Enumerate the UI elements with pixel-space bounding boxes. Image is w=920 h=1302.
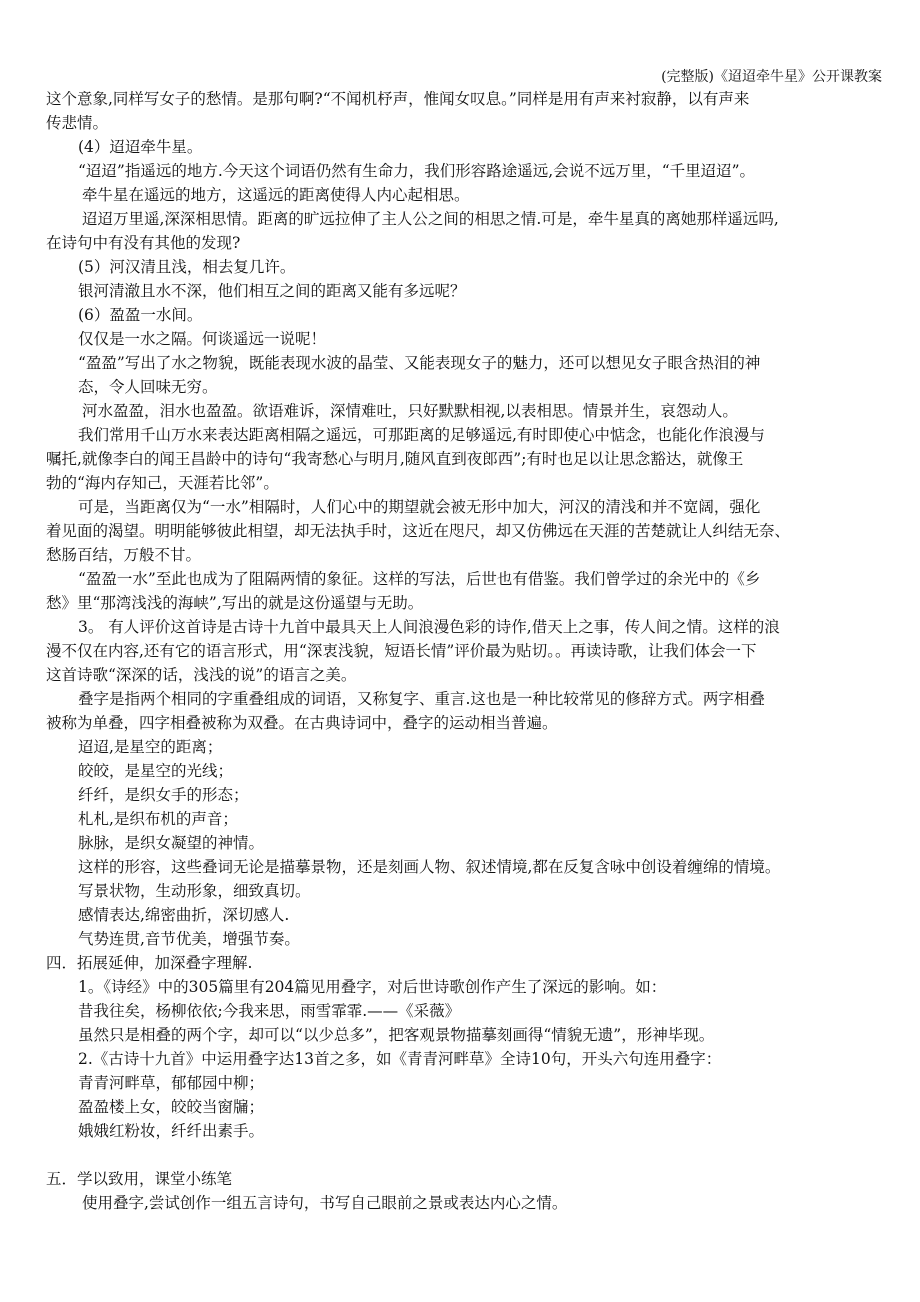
text-line: 写景状物，生动形象，细致真切。 — [78, 882, 311, 900]
text-line: 愁》里“那湾浅浅的海峡”,写出的就是这份遥望与无助。 — [46, 594, 424, 612]
text-line: 愁肠百结，万般不甘。 — [46, 546, 202, 564]
text-line: 漫不仅在内容,还有它的语言形式，用“深衷浅貌，短语长情”评价最为贴切。。再读诗歌，让我们体会一下 — [46, 642, 757, 660]
text-line: 叠字是指两个相同的字重叠组成的词语，又称复字、重言.这也是一种比较常见的修辞方式。两字相叠 — [78, 690, 765, 708]
text-line: 青青河畔草，郁郁园中柳； — [78, 1074, 265, 1092]
text-line: 娥娥红粉妆，纤纤出素手。 — [78, 1122, 265, 1140]
text-line: 仅仅是一水之隔。何谈遥远一说呢！ — [78, 330, 327, 348]
text-line: 嘱托,就像李白的闻王昌龄中的诗句“我寄愁心与明月,随风直到夜郎西”;有时也足以让思念豁达，就像王 — [46, 450, 744, 468]
text-line: “迢迢”指遥远的地方.今天这个词语仍然有生命力，我们形容路途遥远,会说不远万里，“千里迢迢”。 — [78, 162, 756, 180]
text-line: 3。 有人评价这首诗是古诗十九首中最具天上人间浪漫色彩的诗作,借天上之事，传人间之情。这样的浪 — [78, 618, 780, 636]
text-line: 札札,是织布机的声音； — [78, 810, 238, 828]
text-line: 银河清澈且水不深，他们相互之间的距离又能有多远呢？ — [78, 282, 466, 300]
text-line: (5）河汉清且浅，相去复几许。 — [78, 258, 296, 276]
text-line: (4）迢迢牵牛星。 — [78, 138, 203, 156]
text-line: “盈盈一水”至此也成为了阻隔两情的象征。这样的写法，后世也有借鉴。我们曾学过的余光中的《乡 — [78, 570, 761, 588]
text-line: 四．拓展延伸，加深叠字理解. — [46, 954, 253, 972]
text-line: 皎皎，是星空的光线； — [78, 762, 234, 780]
text-line: 迢迢万里遥,深深相思情。距离的旷远拉伸了主人公之间的相思之情.可是，牵牛星真的离她那样遥远吗, — [82, 210, 779, 228]
text-line: 在诗句中有没有其他的发现? — [46, 234, 241, 252]
text-line: 这个意象,同样写女子的愁情。是那句啊?“不闻机杼声，惟闻女叹息。”同样是用有声来衬寂静，以有声来 — [46, 90, 750, 108]
text-line — [46, 1143, 878, 1167]
document-body — [46, 87, 878, 1215]
text-line: 这样的形容，这些叠词无论是描摹景物，还是刻画人物、叙述情境,都在反复含咏中创设着缠绵的情境。 — [78, 858, 781, 876]
text-line: 河水盈盈，泪水也盈盈。欲语难诉，深情难吐，只好默默相视,以表相思。情景并生，哀怨动人。 — [82, 402, 738, 420]
text-line: 2.《古诗十九首》中运用叠字达13首之多，如《青青河畔草》全诗10句，开头六句连用叠字： — [78, 1050, 722, 1068]
text-line: 着见面的渴望。明明能够彼此相望，却无法执手时，这近在咫尺，却又仿佛远在天涯的苦楚就让人纠结无奈、 — [46, 522, 791, 540]
text-line: 被称为单叠，四字相叠被称为双叠。在古典诗词中，叠字的运动相当普遍。 — [46, 714, 558, 732]
text-line: 勃的“海内存知己，天涯若比邻”。 — [46, 474, 279, 492]
text-line: 脉脉，是织女凝望的神情。 — [78, 834, 265, 852]
text-line: 我们常用千山万水来表达距离相隔之遥远，可那距离的足够遥远,有时即使心中惦念，也能化作浪漫与 — [78, 426, 765, 444]
text-line: (6）盈盈一水间。 — [78, 306, 203, 324]
text-line: 五．学以致用，课堂小练笔 — [46, 1170, 233, 1188]
text-line: 可是，当距离仅为“一水”相隔时，人们心中的期望就会被无形中加大，河汉的清浅和并不宽阔，强化 — [78, 498, 761, 516]
text-line: 气势连贯,音节优美，增强节奏。 — [78, 930, 300, 948]
text-line: 虽然只是相叠的两个字，却可以“以少总多”，把客观景物描摹刻画得“情貌无遗”，形神毕现。 — [78, 1026, 715, 1044]
text-line: 牵牛星在遥远的地方，这遥远的距离使得人内心起相思。 — [82, 186, 470, 204]
page-header: (完整版)《迢迢牵牛星》公开课教案 — [661, 69, 882, 85]
text-line: 态，令人回味无穷。 — [78, 378, 218, 396]
text-line: “盈盈”写出了水之物貌，既能表现水波的晶莹、又能表现女子的魅力，还可以想见女子眼含热泪的神 — [78, 354, 761, 372]
text-line: 盈盈楼上女，皎皎当窗牖； — [78, 1098, 265, 1116]
text-line: 昔我往矣，杨柳依依;今我来思，雨雪霏霏.——《采薇》 — [78, 1002, 461, 1020]
text-line: 感情表达,绵密曲折，深切感人. — [78, 906, 290, 924]
text-line: 这首诗歌“深深的话，浅浅的说”的语言之美。 — [46, 666, 357, 684]
text-line: 1。《诗经》中的305篇里有204篇见用叠字，对后世诗歌创作产生了深远的影响。如： — [78, 978, 667, 996]
text-line: 纤纤，是织女手的形态； — [78, 786, 249, 804]
text-line: 使用叠字,尝试创作一组五言诗句，书写自己眼前之景或表达内心之情。 — [82, 1194, 568, 1212]
text-line: 迢迢,是星空的距离； — [78, 738, 223, 756]
text-line: 传悲情。 — [46, 114, 109, 132]
